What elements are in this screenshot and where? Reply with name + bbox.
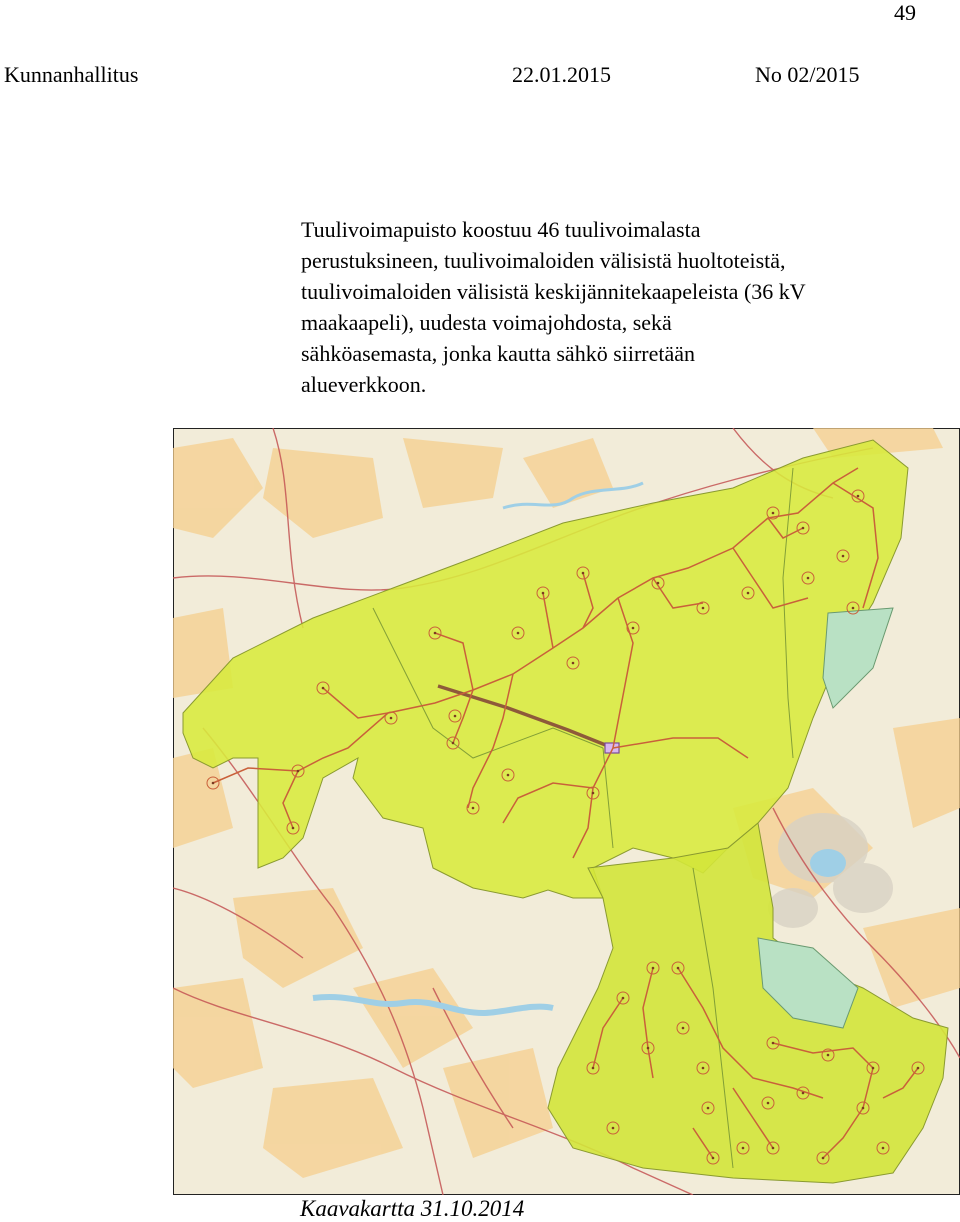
turbine-center: [612, 1127, 615, 1130]
turbine-center: [297, 770, 300, 773]
turbine-center: [632, 627, 635, 630]
turbine-center: [767, 1102, 770, 1105]
paragraph-line: sähköasemasta, jonka kautta sähkö siirretään: [301, 341, 696, 366]
turbine-center: [772, 1042, 775, 1045]
turbine-center: [454, 715, 457, 718]
turbine-center: [647, 1047, 650, 1050]
turbine-center: [772, 512, 775, 515]
turbine-center: [592, 792, 595, 795]
turbine-center: [592, 1067, 595, 1070]
turbine-center: [802, 527, 805, 530]
turbine-center: [747, 592, 750, 595]
turbine-center: [802, 1092, 805, 1095]
turbine-center: [772, 1147, 775, 1150]
turbine-center: [702, 1067, 705, 1070]
document-header: [0, 62, 960, 92]
map-caption: Kaavakartta 31.10.2014: [300, 1196, 525, 1221]
turbine-center: [507, 774, 510, 777]
zoning-map-graphic: [173, 428, 960, 1195]
turbine-center: [677, 967, 680, 970]
header-date: 22.01.2015: [512, 62, 611, 87]
turbine-center: [702, 607, 705, 610]
turbine-center: [682, 1027, 685, 1030]
turbine-center: [572, 662, 575, 665]
turbine-center: [917, 1067, 920, 1070]
turbine-center: [434, 632, 437, 635]
paragraph-line: perustuksineen, tuulivoimaloiden välisistä huoltoteistä,: [301, 248, 786, 273]
turbine-center: [652, 967, 655, 970]
turbine-center: [742, 1147, 745, 1150]
header-meeting-number: No 02/2015: [755, 62, 860, 87]
turbine-center: [517, 632, 520, 635]
turbine-center: [212, 782, 215, 785]
turbine-center: [472, 807, 475, 810]
lake: [810, 849, 846, 877]
turbine-center: [872, 1067, 875, 1070]
turbine-center: [707, 1107, 710, 1110]
turbine-center: [292, 827, 295, 830]
turbine-center: [862, 1107, 865, 1110]
turbine-center: [582, 572, 585, 575]
turbine-center: [712, 1157, 715, 1160]
page-number: 49: [894, 0, 916, 25]
turbine-center: [822, 1157, 825, 1160]
turbine-center: [390, 717, 393, 720]
paragraph-line: Tuulivoimapuisto koostuu 46 tuulivoimalasta: [301, 217, 701, 242]
paragraph-line: maakaapeli), uudesta voimajohdosta, sekä: [301, 310, 672, 335]
turbine-center: [322, 687, 325, 690]
turbine-center: [657, 582, 660, 585]
turbine-center: [852, 607, 855, 610]
paragraph-line: tuulivoimaloiden välisistä keskijännitekaapeleista (36 kV: [301, 279, 806, 304]
description-paragraph: [301, 214, 941, 400]
turbine-center: [827, 1054, 830, 1057]
turbine-center: [857, 495, 860, 498]
turbine-center: [882, 1147, 885, 1150]
zoning-map: [173, 428, 960, 1195]
turbine-center: [807, 577, 810, 580]
header-organization: Kunnanhallitus: [4, 62, 139, 87]
turbine-center: [622, 997, 625, 1000]
turbine-center: [542, 592, 545, 595]
turbine-center: [452, 742, 455, 745]
paragraph-line: alueverkkoon.: [301, 372, 427, 397]
turbine-center: [842, 555, 845, 558]
